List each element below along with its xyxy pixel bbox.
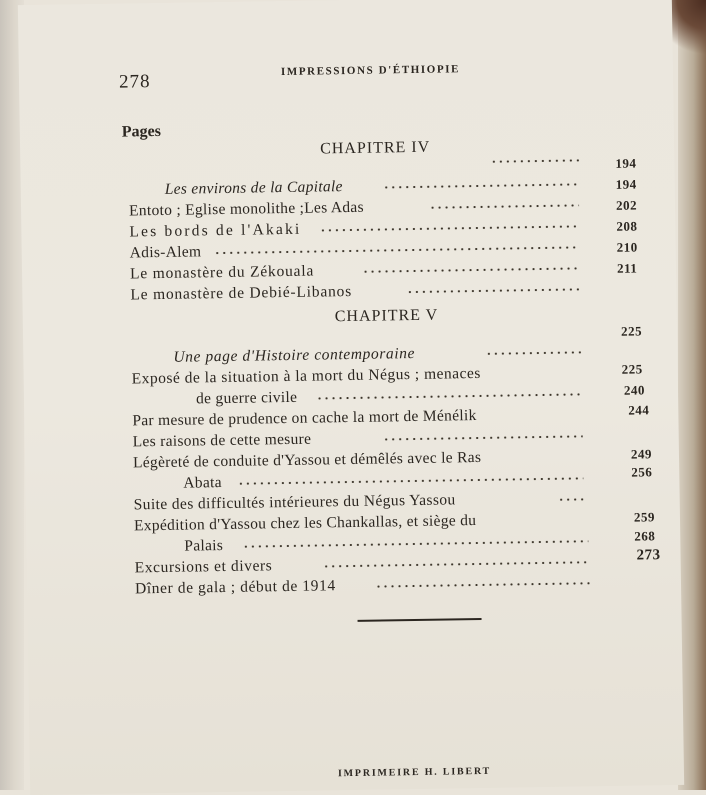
toc-entry-page: 225 <box>620 323 643 339</box>
chapter-4-heading-page: 194 <box>615 155 637 171</box>
toc-entry-page: 208 <box>616 218 638 234</box>
end-rule <box>358 618 482 622</box>
toc-leader <box>319 225 579 231</box>
toc-entry-text: Abata <box>183 474 223 492</box>
toc-entry-text: Excursions et divers <box>134 557 273 577</box>
toc-entry-page: 259 <box>633 509 656 525</box>
toc-leader <box>316 393 582 399</box>
toc-entry-text: Le monastère du Zékouala <box>129 262 315 283</box>
toc-entry-text: Une page d'Histoire contemporaine <box>173 344 416 366</box>
toc-entry-text: Expédition d'Yassou chez les Chankallas, et siège du <box>133 512 477 535</box>
toc-leader <box>490 159 580 162</box>
toc-entry-page: 268 <box>634 528 656 544</box>
toc-entry-text: Entoto ; Eglise monolithe ;Les Adas <box>128 198 364 220</box>
toc-leader <box>214 246 580 254</box>
toc-entry-text: Dîner de gala ; début de 1914 <box>134 577 336 598</box>
toc-leader <box>383 183 579 188</box>
toc-entry-text: Les environs de la Capitale <box>164 178 343 198</box>
toc-leader <box>429 204 579 208</box>
toc-entry-page: 211 <box>616 260 638 276</box>
toc-entry-text: Le monastère de Debié-Libanos <box>130 282 353 304</box>
toc-entry-page: 256 <box>631 464 653 480</box>
toc-entry-text: de guerre civile <box>195 388 298 408</box>
toc-entry-text: Suite des difficultés intérieures du Négus Yassou <box>133 491 456 514</box>
toc-leader <box>375 582 591 587</box>
toc-entry-page: 202 <box>615 197 638 213</box>
page-number: 278 <box>118 71 151 93</box>
chapter-5-heading: CHAPITRE V <box>334 306 439 326</box>
toc-entry-page: 194 <box>615 176 637 192</box>
toc-entry-text: Les raisons de cette mesure <box>132 430 312 451</box>
toc-leader <box>383 435 583 440</box>
toc-entry-page: 225 <box>621 361 643 377</box>
toc-entry-page: 210 <box>616 239 638 255</box>
toc-entry-text: Par mesure de prudence on cache la mort de Ménélik <box>132 407 477 430</box>
chapter-4-heading: CHAPITRE IV <box>319 138 431 158</box>
printer-imprint: IMPRIMEIRE H. LIBERT <box>337 765 492 780</box>
toc-leader <box>485 351 581 355</box>
pages-column-label: Pages <box>121 122 162 141</box>
toc-leader <box>362 267 580 272</box>
toc-entry-text: Les bords de l'Akaki <box>129 220 302 241</box>
running-head: IMPRESSIONS D'ÉTHIOPIE <box>280 63 461 79</box>
toc-entry-text: Légèreté de conduite d'Yassou et démêlés avec le Ras <box>132 448 482 472</box>
toc-entry-text: Adis-Alem <box>129 243 202 262</box>
toc-entry-text: Palais <box>184 537 224 555</box>
toc-entry-page: 273 <box>636 547 661 564</box>
toc-leader <box>323 561 589 567</box>
toc-entry-page: 240 <box>623 382 646 398</box>
toc-entry-page: 249 <box>630 446 653 462</box>
toc-leader <box>242 540 588 547</box>
toc-entry-page: 244 <box>628 402 650 418</box>
book-page <box>18 0 684 795</box>
toc-leader <box>558 498 586 500</box>
toc-leader <box>237 477 583 484</box>
toc-entry-text: Exposé de la situation à la mort du Négus ; menaces <box>131 364 482 388</box>
toc-leader <box>406 288 580 293</box>
